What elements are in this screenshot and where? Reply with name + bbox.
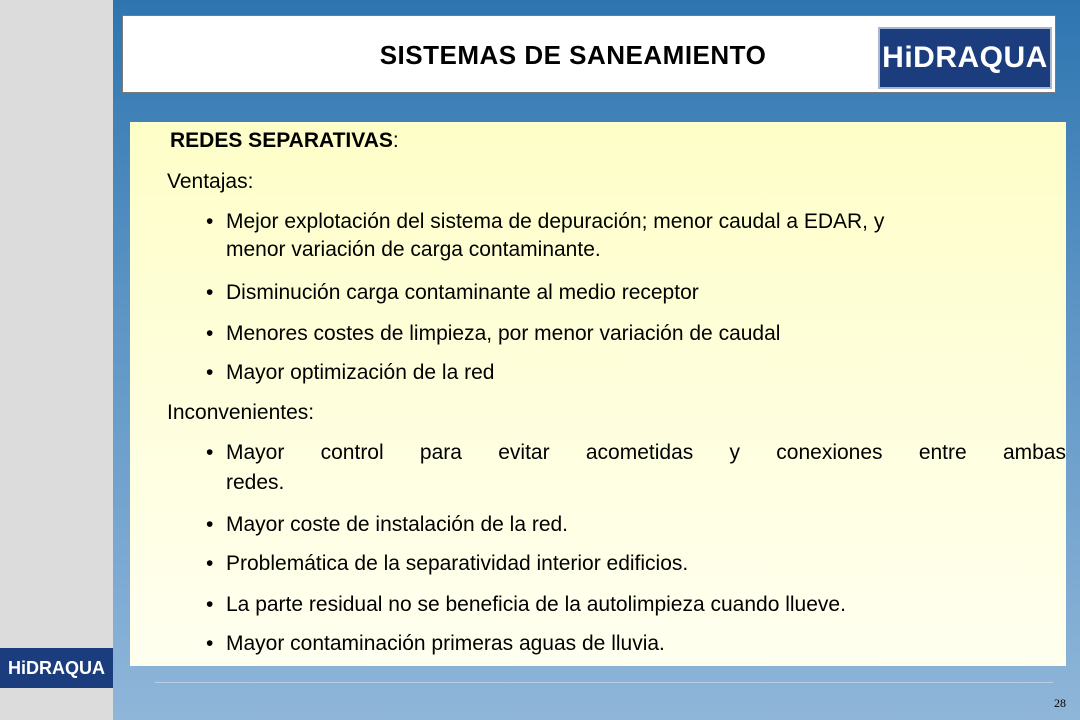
page-number: 28 [1054,696,1066,710]
list-item-text: Mayor contaminación primeras aguas de lluvia. [226,632,665,655]
list-item-text: La parte residual no se beneficia de la autolimpieza cuando llueve. [226,593,846,616]
list-item-text: Problemática de la separatividad interior edificios. [226,552,689,575]
list-item-text: Mayor control para evitar acometidas y conexiones entre ambas [226,441,1066,464]
ventajas-label: Ventajas: [167,170,254,193]
bullet-icon: • [206,593,214,616]
bullet-icon: • [206,361,214,384]
list-item-text: redes. [226,471,285,494]
bullet-icon: • [206,322,214,345]
bullet-icon: • [206,210,214,233]
section-heading: REDES SEPARATIVAS: [170,129,399,152]
list-item-text: Menores costes de limpieza, por menor variación de caudal [226,322,781,345]
left-sidebar-strip [0,0,113,720]
bullet-icon: • [206,281,214,304]
inconvenientes-label: Inconvenientes: [167,401,315,424]
content-panel [130,122,1066,666]
hidraqua-logo-top: HiDRAQUA [878,27,1052,89]
list-item-text: Disminución carga contaminante al medio receptor [226,281,699,304]
bullet-icon: • [206,513,214,536]
list-item-text: Mejor explotación del sistema de depuración; menor caudal a EDAR, y [226,210,885,233]
page-title: SISTEMAS DE SANEAMIENTO [379,40,767,70]
bullet-icon: • [206,632,214,655]
list-item-text: Mayor optimización de la red [226,361,495,384]
bullet-icon: • [206,441,214,464]
bullet-icon: • [206,552,214,575]
hidraqua-logo-bottom: HiDRAQUA [0,648,113,688]
footer-divider [155,682,1053,683]
list-item-text: Mayor coste de instalación de la red. [226,513,569,536]
list-item-text: menor variación de carga contaminante. [226,238,601,261]
